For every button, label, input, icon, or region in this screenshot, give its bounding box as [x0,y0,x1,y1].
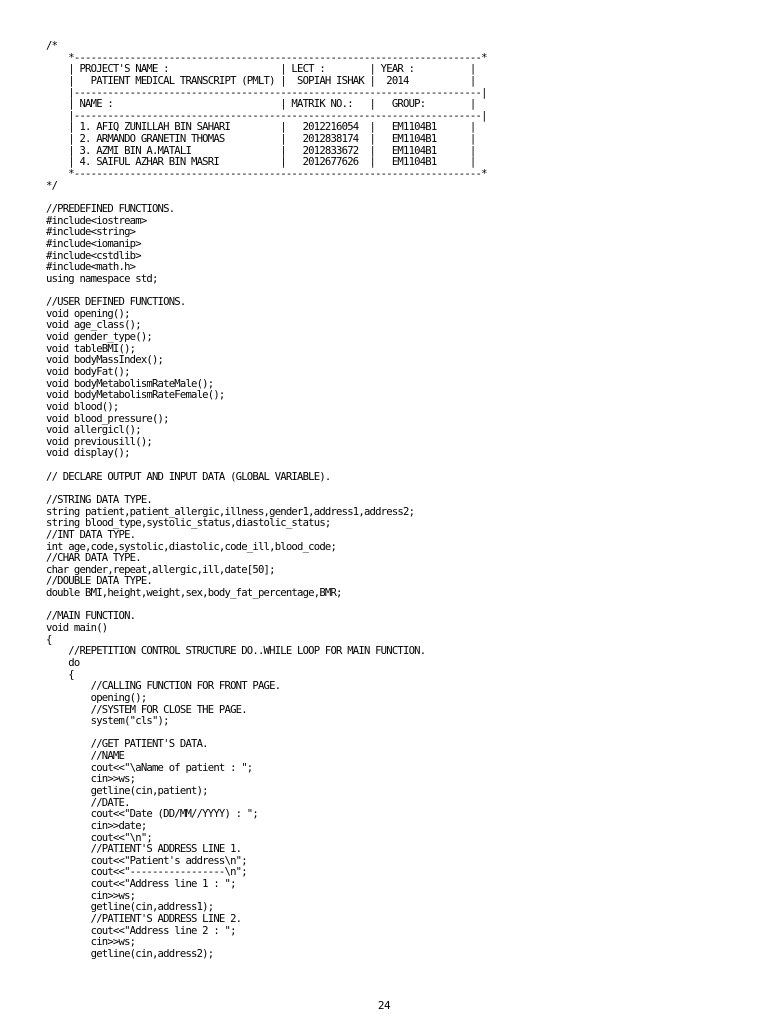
code-line: //DOUBLE DATA TYPE. [46,575,152,588]
code-line: void blood(); [46,400,119,413]
code-line: //PREDEFINED FUNCTIONS. [46,202,175,215]
code-line: system("cls"); [46,715,169,728]
code-line: // DECLARE OUTPUT AND INPUT DATA (GLOBAL VARIABLE). [46,470,331,483]
code-line: //CALLING FUNCTION FOR FRONT PAGE. [46,680,281,693]
code-line [46,460,487,472]
code-line: #include<math.h> [46,261,136,274]
code-line: #include<string> [46,226,136,239]
code-line: cout<<"Address line 2 : "; [46,924,236,937]
code-line: //GET PATIENT'S DATA. [46,738,208,751]
code-line: *-------------------------------------------------------------------------* [46,51,487,64]
code-line: using namespace std; [46,272,158,285]
code-line: void bodyFat(); [46,365,130,378]
code-line: getline(cin,address1); [46,901,214,914]
code-line: do [46,656,80,669]
page-number: 24 [377,999,391,1012]
code-line: double BMI,height,weight,sex,body_fat_percentage,BMR; [46,587,342,600]
code-line: void display(); [46,447,130,460]
code-line: void bodyMassIndex(); [46,354,164,367]
code-line: //CHAR DATA TYPE. [46,552,141,565]
code-line: //REPETITION CONTROL STRUCTURE DO..WHILE LOOP FOR MAIN FUNCTION. [46,645,426,658]
code-line: { [46,633,52,646]
code-line: void main() [46,622,108,635]
code-line: /* [46,40,58,52]
code-line: void bodyMetabolismRateMale(); [46,377,214,390]
code-line: void opening(); [46,307,130,320]
code-line: char gender,repeat,allergic,ill,date[50]; [46,563,275,576]
code-line: */ [46,179,58,192]
code-line: void age_class(); [46,319,141,332]
code-line: cout<<"\n"; [46,831,152,844]
code-line: cout<<"Patient's address\n"; [46,854,247,867]
code-line: cin>>ws; [46,889,136,902]
code-line: | 3. AZMI BIN A.MATALI | 2012833672 | EM1104B1 | [46,144,476,157]
code-line: int age,code,systolic,diastolic,code_ill,blood_code; [46,540,337,553]
code-line: void gender_type(); [46,331,152,344]
code-line: void blood_pressure(); [46,412,169,425]
code-line: //DATE. [46,796,130,809]
code-line: void bodyMetabolismRateFemale(); [46,389,225,402]
code-line: //NAME [46,750,125,763]
code-line: cin>>date; [46,819,147,832]
code-line: cin>>ws; [46,773,136,786]
code-line: getline(cin,patient); [46,785,208,797]
code-line: #include<iostream> [46,214,147,227]
code-line: | 2. ARMANDO GRANETIN THOMAS | 2012838174 | EM1104B1 | [46,133,476,146]
code-line: | PATIENT MEDICAL TRANSCRIPT (PMLT) | SOPIAH ISHAK | 2014 | [46,74,476,87]
code-line: //USER DEFINED FUNCTIONS. [46,296,186,309]
code-line: //PATIENT'S ADDRESS LINE 2. [46,913,242,926]
code-line: cout<<"-----------------\n"; [46,866,247,879]
code-line: | 4. SAIFUL AZHAR BIN MASRI | 2012677626 | EM1104B1 | [46,156,476,169]
code-listing [46,41,487,961]
code-line: void allergicl(); [46,424,141,437]
code-line: //MAIN FUNCTION. [46,610,136,623]
code-line: | PROJECT'S NAME : | LECT : | YEAR : | [46,63,476,76]
code-line: | NAME : | MATRIK NO.: | GROUP: | [46,98,476,111]
code-line: *-------------------------------------------------------------------------* [46,168,487,181]
code-line: opening(); [46,691,147,704]
code-line: //SYSTEM FOR CLOSE THE PAGE. [46,703,247,716]
code-line: void previousill(); [46,435,152,448]
code-line: #include<cstdlib> [46,249,141,262]
code-line: string patient,patient_allergic,illness,gender1,address1,address2; [46,505,415,518]
code-line: { [46,668,74,681]
code-line: | 1. AFIQ ZUNILLAH BIN SAHARI | 2012216054 | EM1104B1 | [46,121,476,134]
code-line: getline(cin,address2); [46,947,214,960]
code-line: cout<<"\aName of patient : "; [46,761,253,774]
code-line: |-------------------------------------------------------------------------| [46,86,487,99]
code-line: void tableBMI(); [46,342,136,355]
code-line: cin>>ws; [46,936,136,949]
code-line: |-------------------------------------------------------------------------| [46,109,487,122]
code-line: cout<<"Date (DD/MM//YYYY) : "; [46,808,258,821]
code-line: cout<<"Address line 1 : "; [46,878,236,891]
code-line: //PATIENT'S ADDRESS LINE 1. [46,843,242,856]
code-line: #include<iomanip> [46,237,141,250]
code-line: //INT DATA TYPE. [46,528,136,541]
code-line: string blood_type,systolic_status,diastolic_status; [46,517,331,530]
code-line: //STRING DATA TYPE. [46,493,152,506]
